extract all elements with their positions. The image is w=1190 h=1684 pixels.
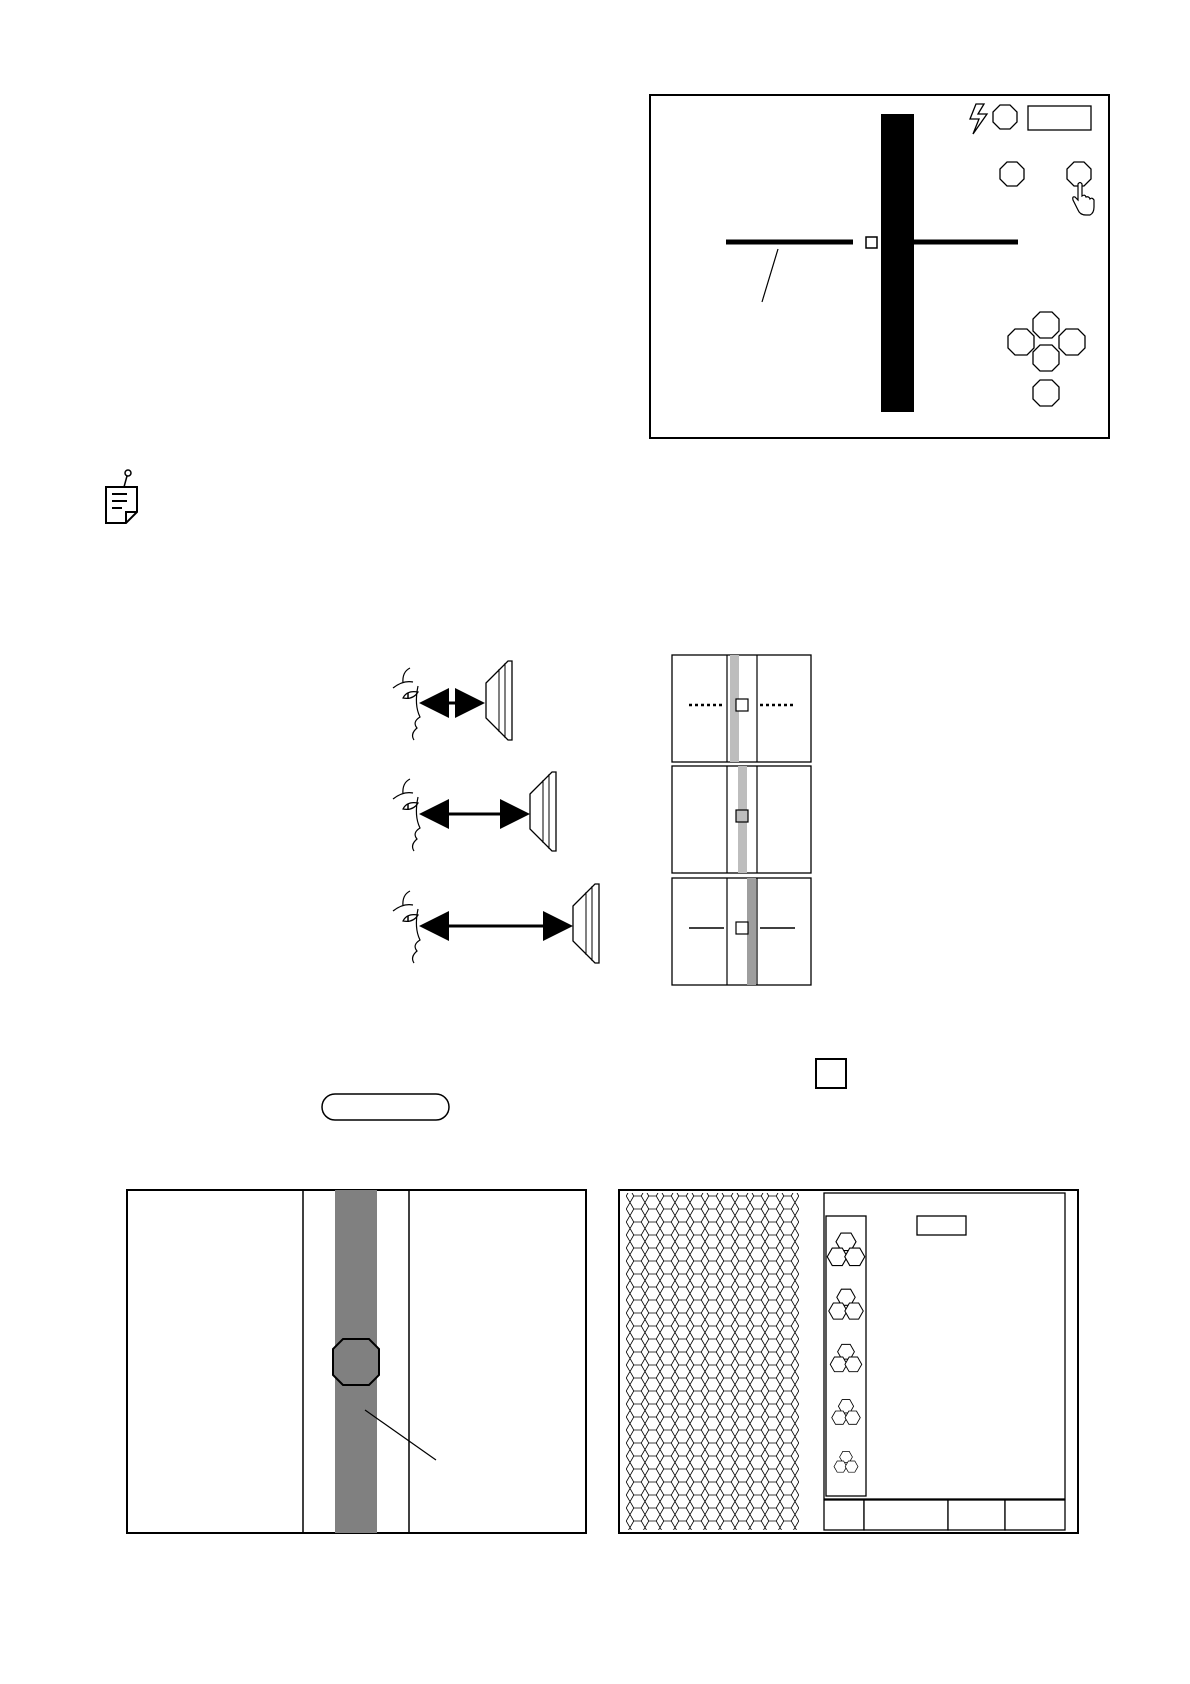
octagon-button-icon[interactable] <box>1000 162 1024 186</box>
square-marker-icon <box>816 1059 846 1088</box>
alignment-screen-figure <box>650 95 1109 438</box>
target-square <box>736 922 748 934</box>
lens-icon <box>530 772 556 851</box>
eye-profile-icon <box>393 668 420 740</box>
bottom-button-4[interactable] <box>1005 1500 1065 1530</box>
memo-note-icon <box>106 470 137 523</box>
rounded-button-outline-icon <box>322 1094 449 1120</box>
hex-cell-pattern-icon <box>626 1193 799 1530</box>
screen-value-box[interactable] <box>1028 106 1091 130</box>
alignment-target-square <box>866 237 877 248</box>
target-square <box>736 810 748 822</box>
endothelium-screen-figure <box>619 1190 1078 1533</box>
working-distance-figure <box>393 655 811 985</box>
distance-row-correct <box>393 766 811 873</box>
focus-view-figure <box>127 1190 586 1533</box>
distance-row-too-close <box>393 655 811 762</box>
eye-profile-icon <box>393 891 420 963</box>
value-box <box>917 1216 966 1235</box>
distance-row-too-far <box>393 878 811 985</box>
vertical-slit-bar <box>881 114 914 412</box>
lens-icon <box>486 661 512 740</box>
octagon-target-icon <box>333 1339 379 1385</box>
target-square <box>736 699 748 711</box>
lens-icon <box>573 884 599 963</box>
bottom-button-3[interactable] <box>948 1500 1005 1530</box>
bottom-button-1[interactable] <box>824 1500 864 1530</box>
eye-profile-icon <box>393 779 420 851</box>
octagon-button-icon[interactable] <box>993 105 1017 129</box>
bottom-button-2[interactable] <box>864 1500 948 1530</box>
